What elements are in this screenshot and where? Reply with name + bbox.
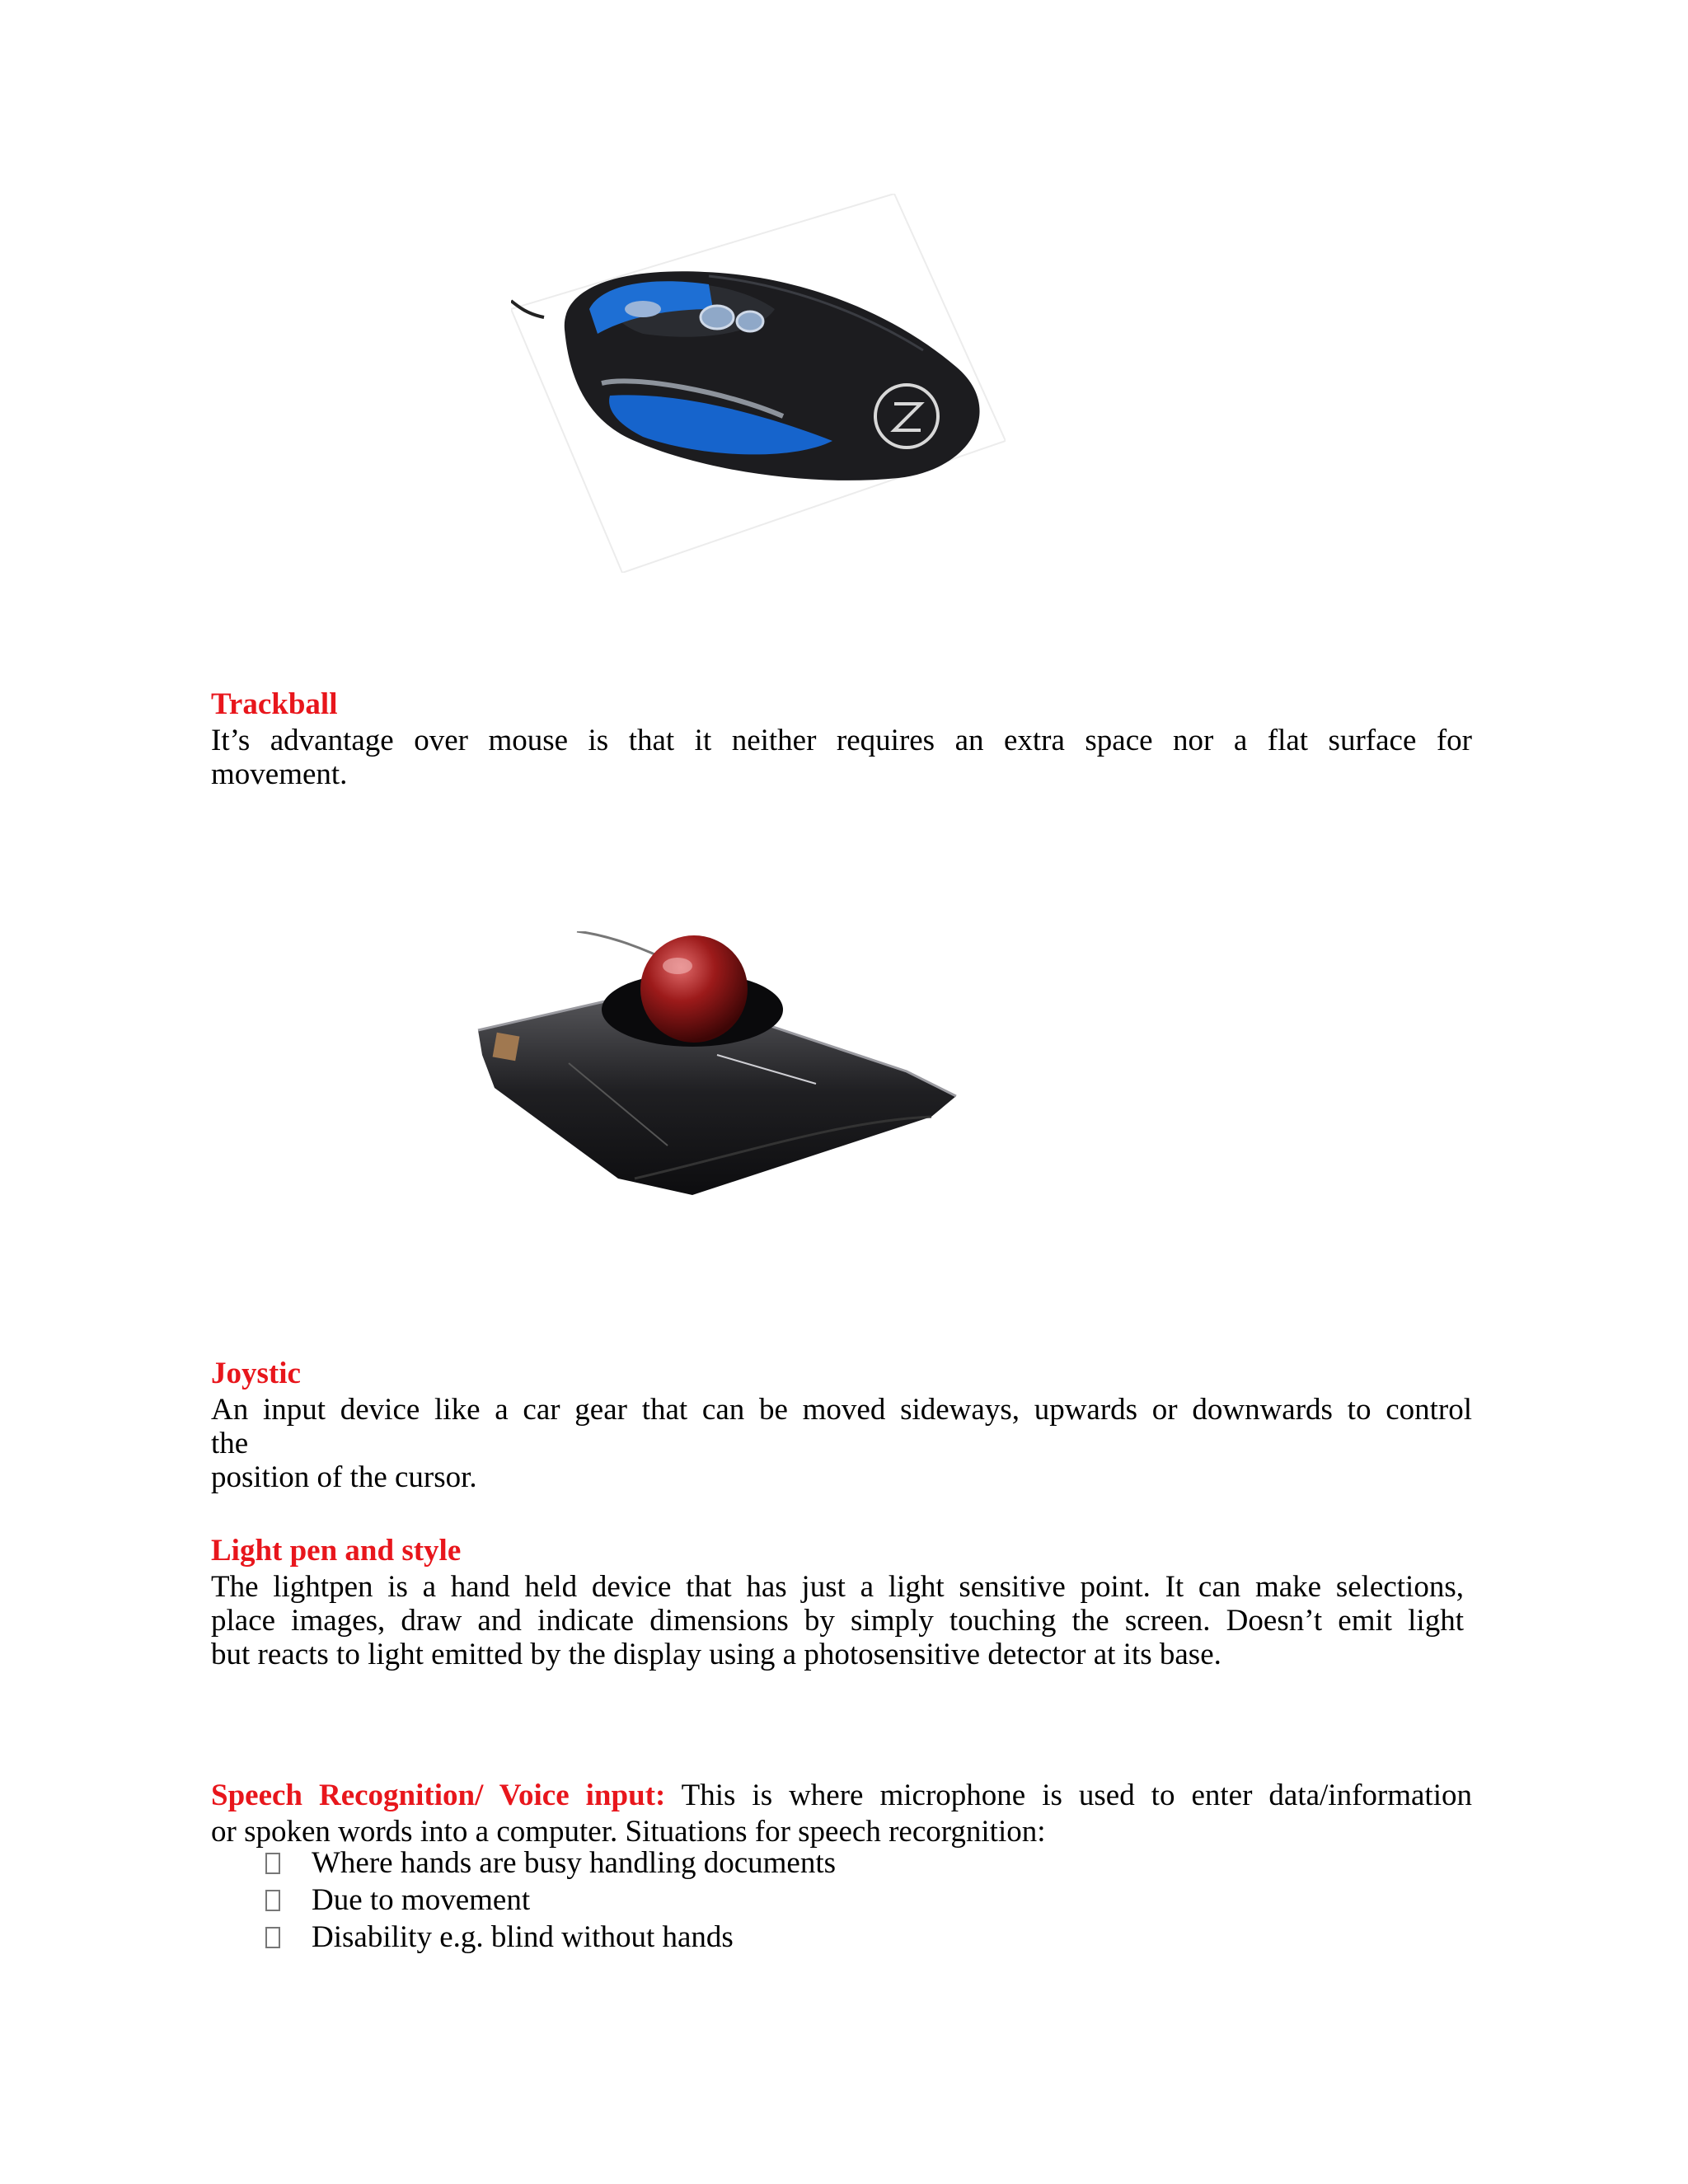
mouse-illustration <box>511 194 1006 573</box>
list-item <box>265 1882 836 1919</box>
joystick-line-1: An input device like a car gear that can be moved sideways, upwards or downwards to control <box>211 1393 1472 1427</box>
mouse-image <box>511 194 1006 573</box>
light-pen-line-3: but reacts to light emitted by the display using a photosensitive detector at its base. <box>211 1638 1221 1671</box>
trackball-line-2: movement. <box>211 757 348 791</box>
trackball-line-1: It’s advantage over mouse is that it neither requires an extra space nor a flat surface for <box>211 724 1472 757</box>
trackball-description <box>211 724 1472 791</box>
joystick-line-3: position of the cursor. <box>211 1460 477 1494</box>
list-item <box>265 1919 836 1956</box>
speech-situations-list <box>265 1844 836 1956</box>
light-pen-heading: Light pen and style <box>211 1534 462 1568</box>
speech-heading: Speech Recognition/ Voice input: <box>211 1779 666 1812</box>
joystick-description <box>211 1393 1472 1494</box>
speech-line-1-text: This is where microphone is used to enter data/information <box>665 1779 1472 1812</box>
joystick-line-2: the <box>211 1427 249 1460</box>
trackball-illustration <box>470 931 964 1203</box>
trackball-heading: Trackball <box>211 687 338 721</box>
checkbox-bullet-icon <box>265 1890 280 1911</box>
speech-line-1 <box>211 1778 1472 1814</box>
light-pen-line-2: place images, draw and indicate dimensions by simply touching the screen. Doesn’t emit light <box>211 1604 1464 1638</box>
trackball-image <box>470 931 964 1203</box>
speech-line-2: or spoken words into a computer. Situations for speech recorgnition: <box>211 1815 1046 1849</box>
list-item <box>265 1844 836 1882</box>
joystick-heading: Joystic <box>211 1357 301 1390</box>
light-pen-line-1: The lightpen is a hand held device that has just a light sensitive point. It can make selections, <box>211 1570 1464 1604</box>
light-pen-description <box>211 1570 1464 1671</box>
speech-description <box>211 1778 1472 1850</box>
list-item-text: Due to movement <box>312 1883 531 1917</box>
checkbox-bullet-icon <box>265 1927 280 1948</box>
list-item-text: Disability e.g. blind without hands <box>312 1920 734 1954</box>
list-item-text: Where hands are busy handling documents <box>312 1846 837 1880</box>
checkbox-bullet-icon <box>265 1853 280 1874</box>
